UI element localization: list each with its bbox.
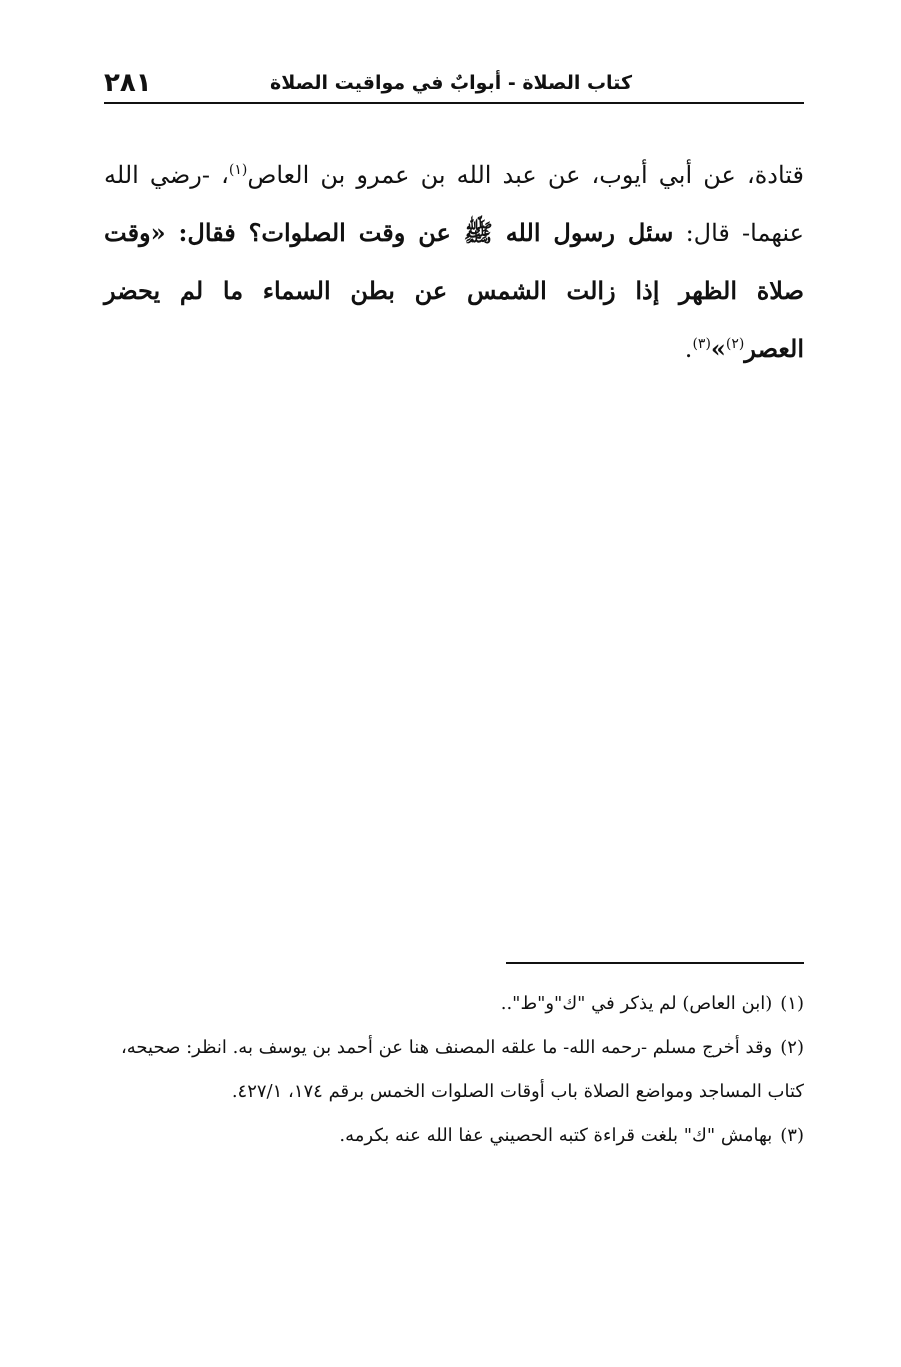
footnote-1 (80, 982, 804, 1026)
footnote-ref-1: (١) (228, 162, 248, 178)
header-rule (104, 102, 804, 104)
footnote-number: (٣) (780, 1125, 804, 1146)
footnote-text: بهامش "ك" بلغت قراءة كتبه الحصيني عفا الله عنه بكرمه. (339, 1125, 773, 1146)
running-title: كتاب الصلاة - أبوابٌ في مواقيت الصلاة (270, 72, 632, 94)
footnotes (80, 982, 804, 1158)
page-number: ٢٨١ (104, 68, 152, 98)
closing-quote: » (710, 334, 726, 363)
footnote-number: (٢) (780, 1037, 804, 1058)
footnote-3 (80, 1114, 804, 1158)
footnote-ref-2: (٢) (725, 336, 745, 352)
footnote-text: (ابن العاص) لم يذكر في "ك"و"ط".. (500, 993, 773, 1014)
footnote-separator (506, 962, 804, 964)
paragraph-end: . (684, 335, 693, 363)
main-paragraph (104, 146, 804, 378)
footnote-text: وقد أخرج مسلم -رحمه الله- ما علقه المصنف هنا عن أحمد بن يوسف به. انظر: صحيحه، كتاب المساجد ومواضع الصلاة باب أوقات الصلوات الخمس برقم ١٧٤، ٤٢٧/١. (120, 1037, 804, 1102)
narrator-chain: قتادة، عن أبي أيوب، عن عبد الله بن عمرو بن العاص (247, 161, 804, 189)
footnote-number: (١) (780, 993, 804, 1014)
footnote-2 (80, 1026, 804, 1114)
hadith-text: سئل رسول الله ﷺ عن وقت الصلوات؟ فقال: «وقت صلاة الظهر إذا زالت الشمس عن بطن السماء ما لم يحضر العصر (104, 218, 805, 363)
running-header (104, 68, 804, 104)
footnote-ref-3: (٣) (692, 336, 711, 352)
narrator-chain-continued: ، -رضي الله عنهما- قال: (104, 161, 804, 247)
